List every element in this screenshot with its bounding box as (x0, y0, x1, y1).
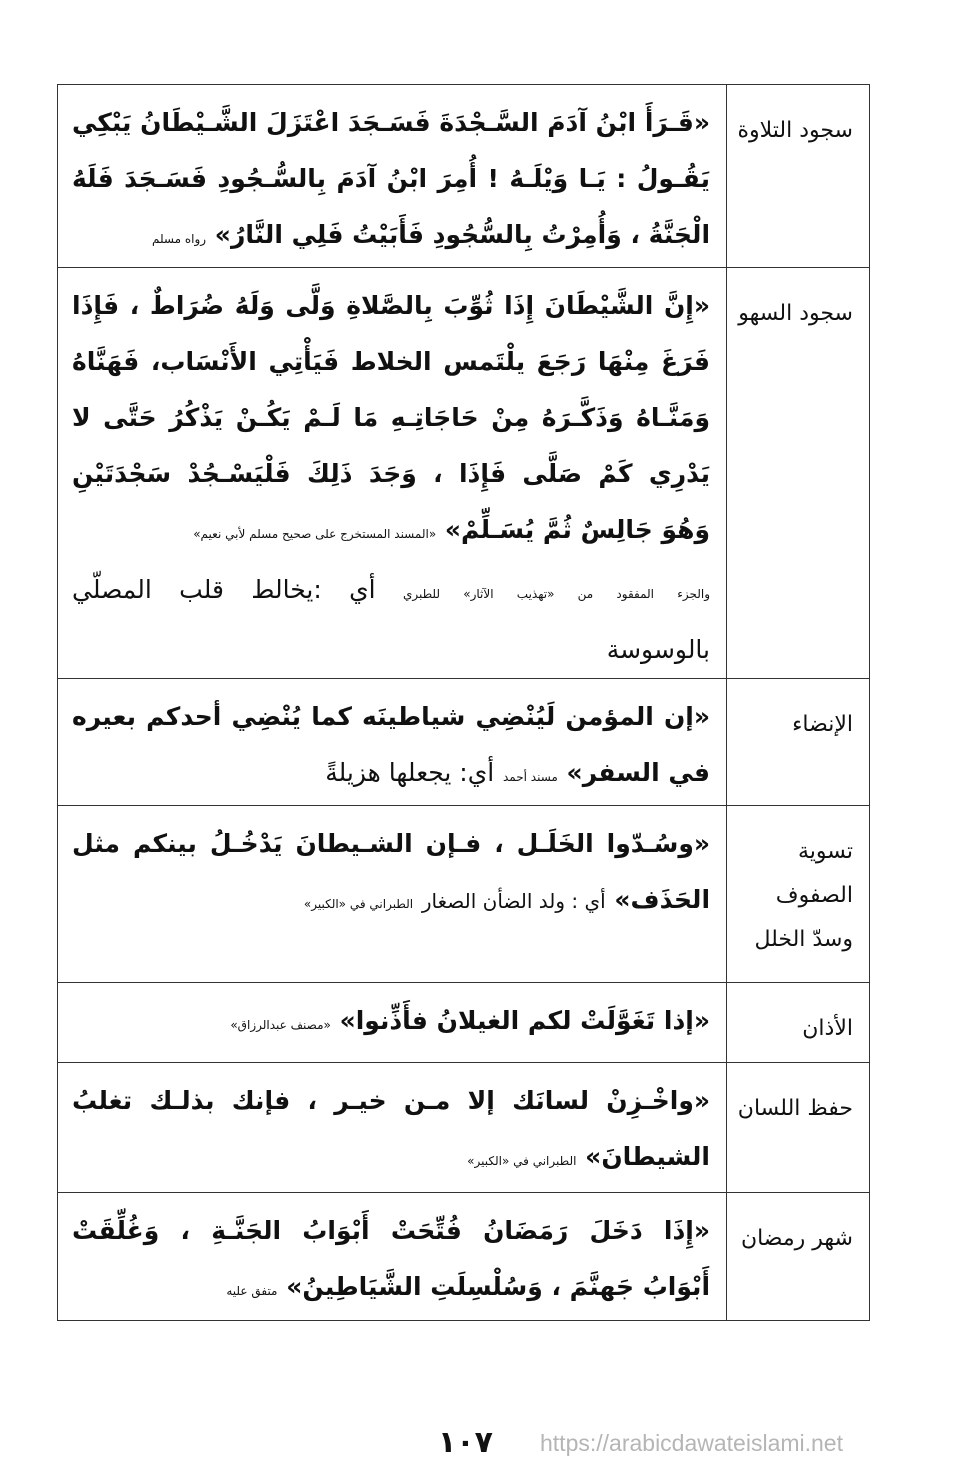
text-line: يَقُـولُ : يَـا وَيْلَـهُ ! أُمِرَ ابْنُ آدَمَ بِالسُّـجُودِ فَسَـجَدَ فَلَهُ (72, 164, 711, 193)
topic-cell: الإنضاء (727, 679, 870, 806)
text-line: «واخْـزِنْ لسانَك إلا مـن خيـر ، فإنك بذلـك تغلبُ (72, 1086, 711, 1115)
table-row (58, 679, 870, 806)
text-line-text: الحَذَف» (614, 885, 711, 914)
source-reference: «المسند المستخرج على صحيح مسلم لأبي نعيم» (193, 527, 437, 541)
text-line-text: في السفر» (566, 758, 711, 787)
hadith-cell (58, 983, 727, 1063)
text-line: يَدْرِي كَمْ صَلَّى فَإِذَا ، وَجَدَ ذَلِكَ فَلْيَسْـجُدْ سَجْدَتَيْنِ (72, 459, 711, 488)
text-line-text: الْجَنَّةُ ، وَأُمِرْتُ بِالسُّجُودِ فَأَبَيْتُ فَلِي النَّارُ» (214, 220, 711, 249)
topics-table (57, 84, 870, 1321)
source-reference: متفق عليه (226, 1284, 278, 1298)
table-row (58, 1193, 870, 1321)
text-line: «قَـرَأَ ابْنُ آدَمَ السَّـجْدَةَ فَسَـجَدَ اعْتَزَلَ الشَّـيْطَانُ يَبْكِي (72, 108, 711, 137)
text-line (72, 745, 710, 805)
topic-cell: سجود التلاوة (727, 85, 870, 268)
topic-cell (727, 806, 870, 983)
text-line (72, 562, 710, 622)
topic-cell: الأذان (727, 983, 870, 1063)
source-reference: والجزء المفقود من «تهذيب الآثار» للطبري (402, 587, 711, 601)
topic-line: وسدّ الخلل (754, 927, 853, 952)
topic-cell: حفظ اللسان (727, 1063, 870, 1193)
text-line-text: الشيطانَ» (585, 1142, 711, 1171)
text-line: «إن المؤمن لَيُنْضِي شياطينَه كما يُنْضِي أحدكم بعيره (72, 702, 711, 731)
source-reference: مسند أحمد (502, 770, 558, 784)
hadith-cell (58, 85, 727, 268)
hadith-cell (58, 268, 727, 679)
topic-line: الصفوف (775, 883, 853, 908)
topic-line: تسوية (797, 839, 853, 864)
text-line (72, 993, 710, 1053)
text-line-text: أَبْوَابُ جَهنَّمَ ، وَسُلْسِلَتِ الشَّيَاطِينُ» (286, 1272, 711, 1301)
explanation-note: أي : ولد الضأن الصغار (421, 889, 606, 913)
table-row (58, 85, 870, 268)
text-line: وَمَنَّـاهُ وَذَكَّـرَهُ مِنْ حَاجَاتِـهِ مَا لَـمْ يَكُـنْ يَذْكُرُ حَتَّى لا (72, 403, 711, 432)
text-line: «إِنَّ الشَّيْطَانَ إِذَا ثُوِّبَ بِالصَّلاةِ وَلَّى وَلَهُ ضُرَاطٌ ، فَإِذَا (72, 291, 711, 320)
hadith-cell (58, 1193, 727, 1321)
text-line: «إِذَا دَخَلَ رَمَضَانُ فُتِّحَتْ أَبْوَابُ الجَنَّـةِ ، وَغُلِّقَتْ (72, 1216, 711, 1245)
text-line: «وسُـدّوا الخَلَـل ، فـإن الشـيطانَ يَدْخُـلُ بينكم مثل (72, 829, 711, 858)
table-row (58, 1063, 870, 1193)
explanation-note: أي: يجعلها هزيلةً (325, 758, 495, 787)
text-line-text: وَهُوَ جَالِسٌ ثُمَّ يُسَـلِّمْ» (444, 515, 711, 544)
text-line (72, 1259, 710, 1319)
text-line (72, 502, 710, 562)
topic-cell: سجود السهو (727, 268, 870, 679)
source-reference: الطبراني في «الكبير» (467, 1154, 577, 1168)
text-line (72, 207, 710, 267)
source-reference: «مصنف عبدالرزاق» (230, 1018, 331, 1032)
text-line-text: «إذا تَغَوَّلَتْ لكم الغيلانُ فأَذِّنوا» (339, 1006, 711, 1035)
table-row (58, 268, 870, 679)
hadith-cell (58, 806, 727, 983)
hadith-cell (58, 1063, 727, 1193)
source-reference: رواه مسلم (151, 232, 207, 246)
page-number: ١٠٧ (438, 1425, 493, 1460)
text-line (72, 872, 710, 932)
text-line (72, 1129, 710, 1189)
source-reference: الطبراني في «الكبير» (303, 897, 414, 911)
text-line: فَرَغَ مِنْهَا رَجَعَ يلْتَمس الخلاط فَيَأْتِي الأَنْسَاب، فَهَنَّاهُ (72, 347, 711, 376)
explanation-note: أي :يخالط قلب المصلّي (72, 575, 376, 604)
hadith-cell (58, 679, 727, 806)
table-row (58, 983, 870, 1063)
watermark-url: https://arabicdawateislami.net (540, 1430, 843, 1456)
table-row (58, 806, 870, 983)
explanation-note: بالوسوسة (606, 635, 711, 664)
topic-cell: شهر رمضان (727, 1193, 870, 1321)
